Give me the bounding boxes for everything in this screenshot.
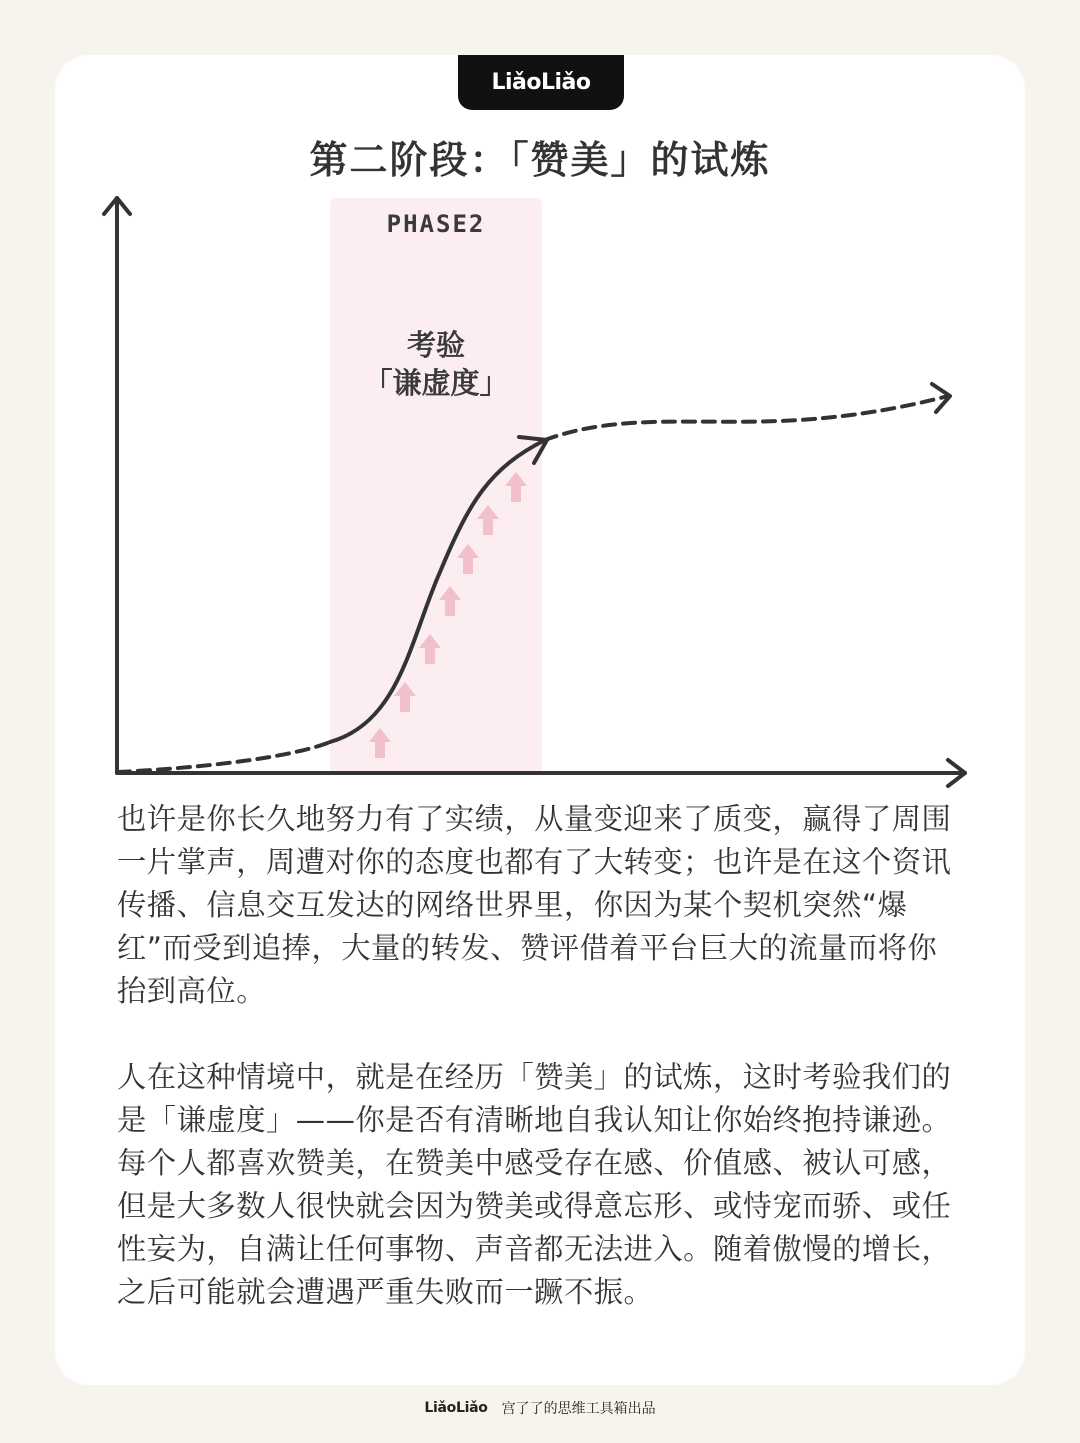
page-title: 第二阶段：「赞美」的试炼 bbox=[309, 138, 771, 182]
paragraph-1: 也许是你长久地努力有了实绩，从量变迎来了质变，赢得了周围一片掌声，周遭对你的态度也都有了大转变；也许是在这个资讯传播、信息交互发达的网络世界里，你因为某个契机突然“爆红”而受到追捧，大量的转发、赞评借着平台巨大的流量而将你抬到高位。 bbox=[117, 802, 952, 1008]
brand-logo-text: LiǎoLiǎo bbox=[491, 70, 591, 95]
phase-caption bbox=[330, 326, 542, 402]
curve-dashed-end bbox=[545, 396, 948, 440]
footer-text: 宫了了的思维工具箱出品 bbox=[501, 1401, 656, 1417]
curve-dashed-start bbox=[118, 742, 330, 772]
phase-caption-line1: 考验 bbox=[406, 328, 465, 362]
phase-caption-line2: 「谦虚度」 bbox=[363, 366, 509, 400]
footer bbox=[0, 1398, 1080, 1418]
phase-label: PHASE2 bbox=[386, 210, 486, 238]
footer-logo: LiǎoLiǎo bbox=[424, 1400, 488, 1416]
paragraph-2: 人在这种情境中，就是在经历「赞美」的试炼，这时考验我们的是「谦虚度」——你是否有清晰地自我认知让你始终抱持谦逊。每个人都喜欢赞美，在赞美中感受存在感、价值感、被认可感，但是大多数人很快就会因为赞美或得意忘形、或恃宠而骄、或任性妄为，自满让任何事物、声音都无法进入。随着傲慢的增长，之后可能就会遭遇严重失败而一蹶不振。 bbox=[117, 1060, 952, 1309]
